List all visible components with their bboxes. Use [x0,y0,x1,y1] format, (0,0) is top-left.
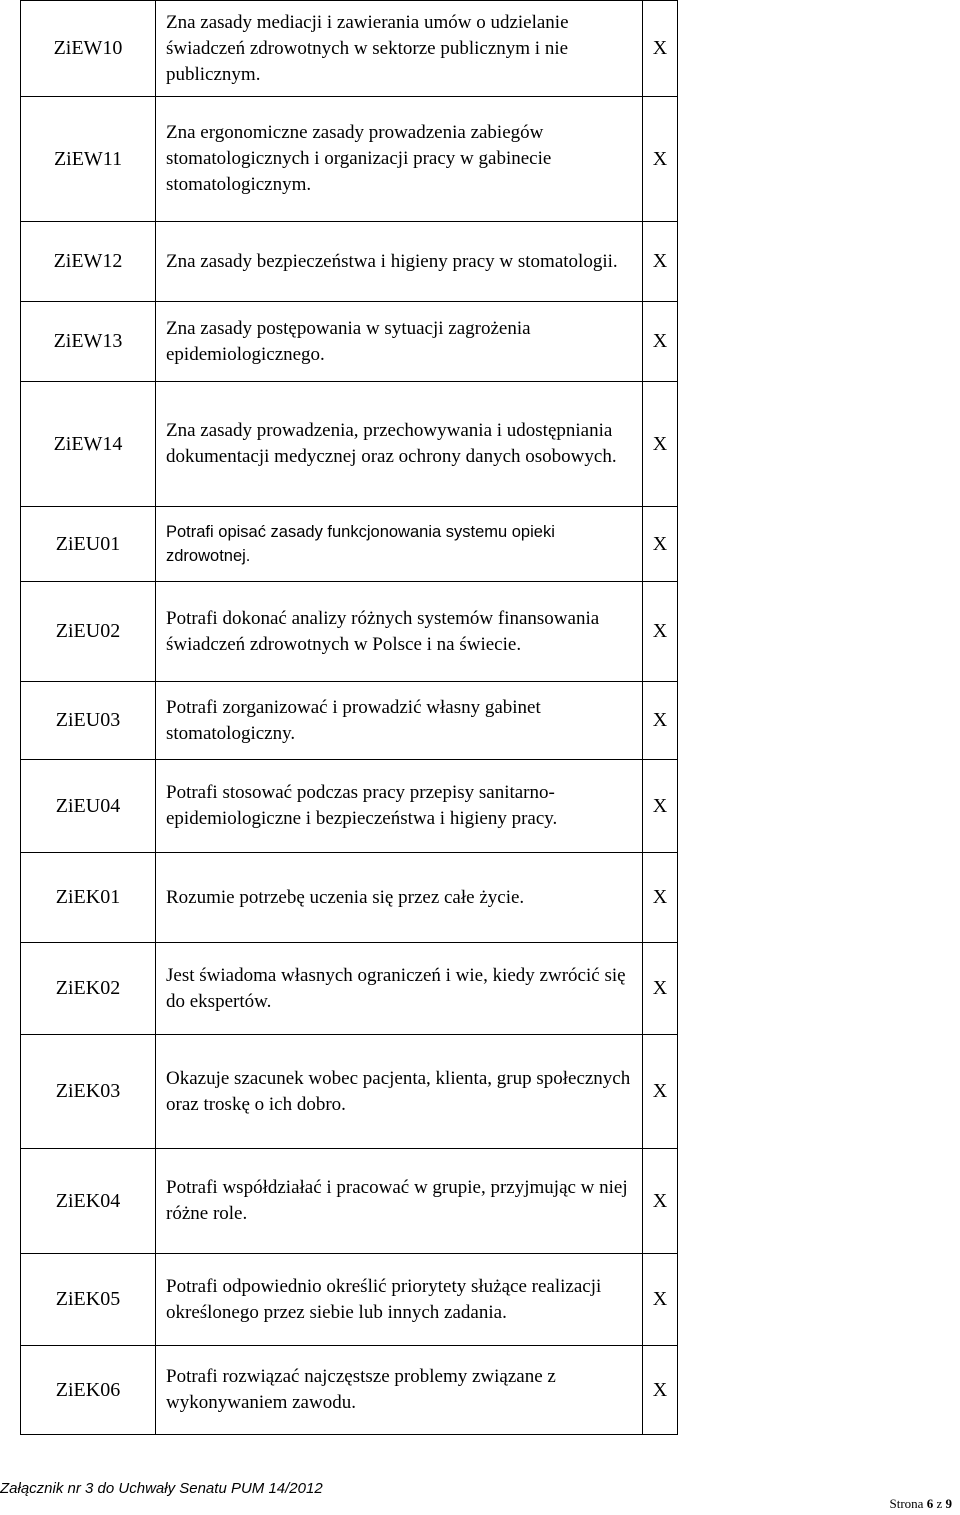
table-row [21,507,960,582]
outcome-mark: X [643,1149,678,1254]
outcome-mark: X [643,682,678,760]
outcome-code: ZiEK05 [21,1254,156,1346]
table-row [21,222,960,302]
table-row [21,1254,960,1346]
empty-cell [678,943,960,1035]
page-current: 6 [926,1496,934,1511]
table-row [21,1035,960,1149]
table-row [21,382,960,507]
outcome-description: Potrafi dokonać analizy różnych systemów finansowania świadczeń zdrowotnych w Polsce i na świecie. [156,582,643,682]
outcome-code: ZiEU03 [21,682,156,760]
empty-cell [678,853,960,943]
outcome-description: Okazuje szacunek wobec pacjenta, klienta, grup społecznych oraz troskę o ich dobro. [156,1035,643,1149]
outcome-description: Potrafi zorganizować i prowadzić własny gabinet stomatologiczny. [156,682,643,760]
page-separator: z [933,1496,946,1511]
outcome-code: ZiEK03 [21,1035,156,1149]
outcome-description: Potrafi stosować podczas pracy przepisy sanitarno-epidemiologiczne i bezpieczeństwa i higieny pracy. [156,760,643,853]
outcome-code: ZiEK02 [21,943,156,1035]
outcome-description: Zna zasady bezpieczeństwa i higieny pracy w stomatologii. [156,222,643,302]
outcome-code: ZiEK01 [21,853,156,943]
table-row [21,853,960,943]
outcome-mark: X [643,582,678,682]
outcome-mark: X [643,222,678,302]
table-row [21,760,960,853]
outcome-description: Zna zasady prowadzenia, przechowywania i udostępniania dokumentacji medycznej oraz ochrony danych osobowych. [156,382,643,507]
outcome-description: Potrafi opisać zasady funkcjonowania systemu opieki zdrowotnej. [156,507,643,582]
outcome-mark: X [643,943,678,1035]
outcome-code: ZiEU04 [21,760,156,853]
outcome-description: Potrafi rozwiązać najczęstsze problemy związane z wykonywaniem zawodu. [156,1346,643,1435]
table-row [21,1346,960,1435]
table-row [21,1,960,97]
outcome-code: ZiEU02 [21,582,156,682]
outcome-code: ZiEW10 [21,1,156,97]
empty-cell [678,1035,960,1149]
outcome-description: Rozumie potrzebę uczenia się przez całe życie. [156,853,643,943]
outcome-mark: X [643,1,678,97]
outcome-code: ZiEU01 [21,507,156,582]
empty-cell [678,1254,960,1346]
outcomes-table-container [20,0,960,1435]
outcome-code: ZiEW14 [21,382,156,507]
learning-outcomes-table [20,0,960,1435]
empty-cell [678,682,960,760]
empty-cell [678,582,960,682]
outcome-description: Potrafi odpowiednio określić priorytety służące realizacji określonego przez siebie lub innych zadania. [156,1254,643,1346]
page-prefix: Strona [889,1496,927,1511]
table-row [21,943,960,1035]
empty-cell [678,760,960,853]
empty-cell [678,222,960,302]
outcome-mark: X [643,1035,678,1149]
empty-cell [678,1346,960,1435]
table-row [21,1149,960,1254]
outcome-code: ZiEK06 [21,1346,156,1435]
empty-cell [678,97,960,222]
table-row [21,582,960,682]
outcome-description: Zna ergonomiczne zasady prowadzenia zabiegów stomatologicznych i organizacji pracy w gabinecie stomatologicznym. [156,97,643,222]
outcome-code: ZiEK04 [21,1149,156,1254]
outcome-code: ZiEW13 [21,302,156,382]
empty-cell [678,382,960,507]
table-row [21,682,960,760]
page-number [890,1496,952,1512]
outcome-mark: X [643,1254,678,1346]
table-row [21,302,960,382]
empty-cell [678,1149,960,1254]
outcome-mark: X [643,853,678,943]
table-row [21,97,960,222]
outcome-description: Zna zasady postępowania w sytuacji zagrożenia epidemiologicznego. [156,302,643,382]
outcome-description: Potrafi współdziałać i pracować w grupie, przyjmując w niej różne role. [156,1149,643,1254]
footer-attachment-note: Załącznik nr 3 do Uchwały Senatu PUM 14/2012 [0,1480,323,1497]
empty-cell [678,302,960,382]
outcome-description: Zna zasady mediacji i zawierania umów o udzielanie świadczeń zdrowotnych w sektorze publicznym i nie publicznym. [156,1,643,97]
page-total: 9 [945,1496,952,1511]
outcome-mark: X [643,760,678,853]
outcome-code: ZiEW12 [21,222,156,302]
empty-cell [678,1,960,97]
outcome-mark: X [643,382,678,507]
empty-cell [678,507,960,582]
outcome-mark: X [643,97,678,222]
outcome-mark: X [643,507,678,582]
outcome-mark: X [643,1346,678,1435]
outcome-description: Jest świadoma własnych ograniczeń i wie, kiedy zwrócić się do ekspertów. [156,943,643,1035]
outcome-mark: X [643,302,678,382]
outcome-code: ZiEW11 [21,97,156,222]
